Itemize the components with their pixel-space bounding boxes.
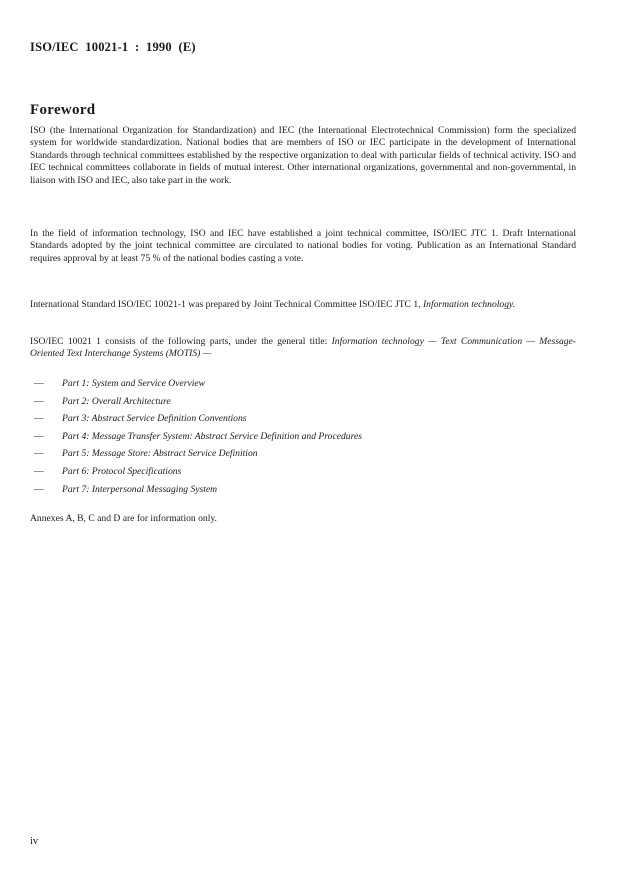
part-title: Part 1: System and Service Overview [62, 378, 206, 389]
paragraph-jtc1: In the field of information technology, ISO and IEC have established a joint technical committee, ISO/IEC JTC 1. Draft International Standards adopted by the joint technical committee are circulated to national bodies for voting. Publication as an International Standard requires approval by at least 75 % of the national bodies casting a vote. [30, 228, 576, 264]
paragraph-prepared-by [30, 299, 576, 311]
list-item [30, 396, 590, 414]
part-title: Part 4: Message Transfer System: Abstract Service Definition and Procedures [62, 430, 362, 442]
part-title: Part 2: Overall Architecture [62, 395, 171, 407]
list-item [30, 431, 590, 449]
paragraph-iso-iec-intro: ISO (the International Organization for Standardization) and IEC (the International Electrotechnical Commission) form the specialized system for worldwide standardization. National bodies that are members of ISO or IEC participate in the development of International Standards through technical committees established by the respective organization to deal with particular fields of technical activity. ISO and IEC technical committees collaborate in fields of mutual interest. Other international organizations, governmental and non-governmental, in liaison with ISO and IEC, also take part in the work. [30, 125, 576, 186]
list-dash: — [34, 430, 44, 442]
list-dash: — [34, 378, 44, 389]
section-heading: Foreword [30, 102, 96, 118]
part-title: Part 3: Abstract Service Definition Conventions [62, 413, 247, 425]
document-identifier: ISO/IEC 10021-1 : 1990 (E) [30, 40, 196, 54]
prepared-by-text: International Standard ISO/IEC 10021-1 was prepared by Joint Technical Committee ISO/IEC JTC 1, [30, 299, 423, 310]
list-dash: — [34, 465, 44, 477]
paragraph-parts-intro [30, 336, 576, 361]
list-dash: — [34, 483, 44, 495]
part-title: Part 6: Protocol Specifications [62, 465, 182, 477]
parts-list [30, 378, 590, 501]
part-title: Part 5: Message Store: Abstract Service Definition [62, 448, 258, 460]
annex-note: Annexes A, B, C and D are for information only. [30, 513, 217, 524]
list-item [30, 378, 590, 396]
list-dash: — [34, 413, 44, 425]
general-title: Information technology — Text Communication — Message-Oriented Text Interchange Systems (MOTIS) — [30, 336, 576, 360]
part-title: Part 7: Interpersonal Messaging System [62, 483, 218, 495]
list-dash: — [34, 395, 44, 407]
list-item [30, 413, 590, 431]
list-item [30, 448, 590, 466]
page-number: iv [30, 836, 39, 847]
list-dash: — [34, 448, 44, 460]
parts-intro-text: ISO/IEC 10021 1 consists of the following parts, under the general title: [30, 336, 332, 347]
list-item [30, 484, 590, 502]
list-item [30, 466, 590, 484]
prepared-by-committee-title: Information technology. [422, 299, 516, 310]
